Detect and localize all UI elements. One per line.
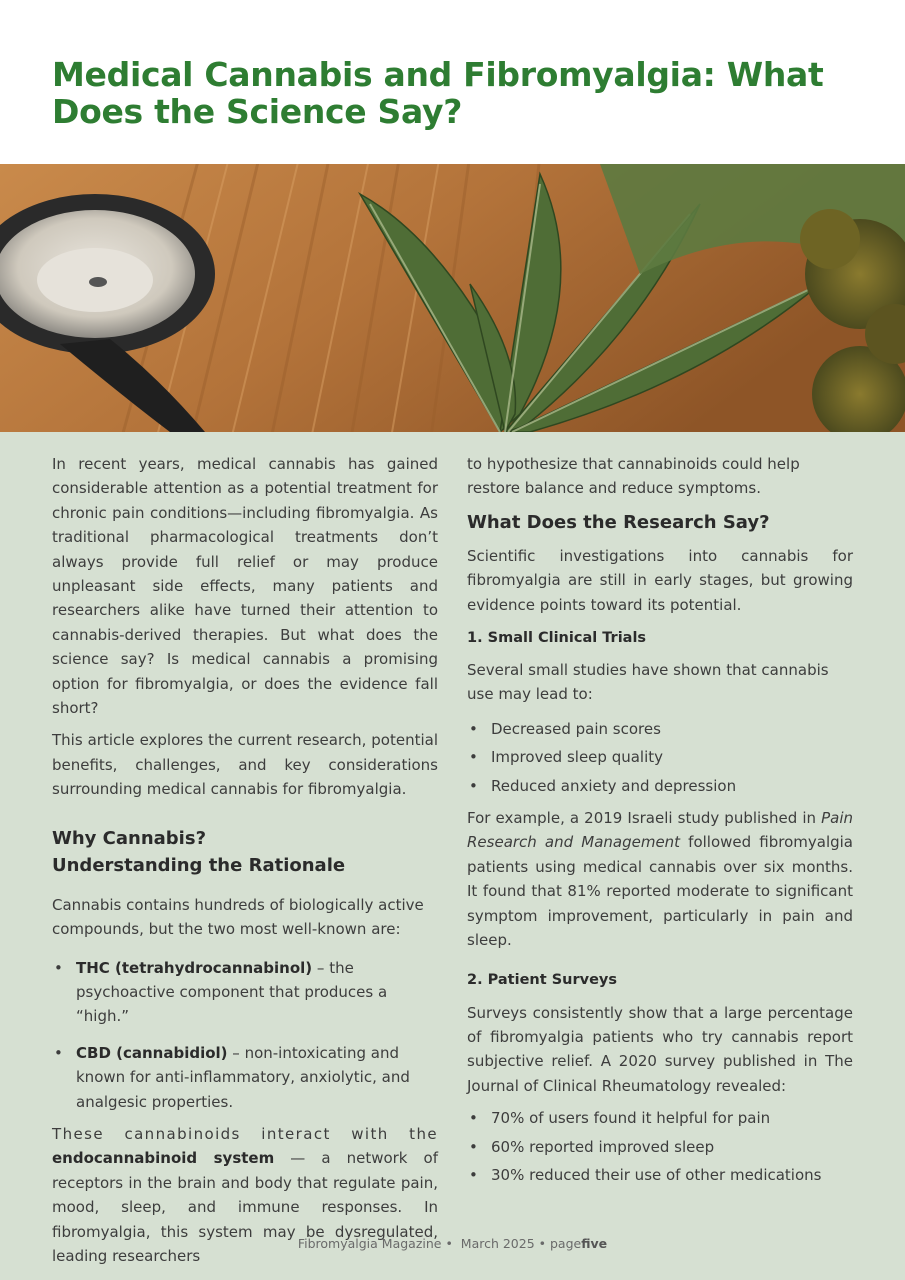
continued-paragraph: to hypothesize that cannabinoids could help restore balance and reduce symptoms.: [467, 455, 800, 498]
endocannabinoid-term: endocannabinoid system: [52, 1149, 275, 1168]
thc-description: – the psychoactive component that produces a “high.”: [76, 958, 388, 1026]
page-number: five: [581, 1236, 608, 1251]
magazine-name: Fibromyalgia Magazine: [297, 1236, 442, 1251]
why-paragraph: Cannabis contains hundreds of biologically active compounds, but the two most well-known are:: [52, 895, 424, 939]
thc-term: THC (tetrahydrocannabinol): [76, 958, 313, 977]
list-item: • 60% reported improved sleep: [467, 1135, 853, 1159]
trials-paragraph: Several small studies have shown that cannabis use may lead to:: [467, 661, 829, 704]
list-item: • Reduced anxiety and depression: [467, 774, 853, 798]
left-column: [52, 452, 438, 1268]
cbd-description: – non-intoxicating and known for anti-inflammatory, anxiolytic, and analgesic properties.: [76, 1043, 410, 1111]
surveys-paragraph: Surveys consistently show that a large percentage of fibromyalgia patients who try cannabis report subjective relief. A 2020 survey published in The Journal of Clinical Rheumatology revealed:: [467, 1003, 853, 1095]
list-item: • 30% reduced their use of other medications: [467, 1163, 853, 1187]
heading-why-line-2: Understanding the Rationale: [52, 854, 346, 876]
list-item: • Decreased pain scores: [467, 717, 853, 741]
research-paragraph: Scientific investigations into cannabis for fibromyalgia are still in early stages, but growing evidence points toward its potential.: [467, 546, 853, 614]
heading-why-line-1: Why Cannabis?: [52, 827, 207, 849]
stethoscope-and-cannabis-leaf-photo: [0, 164, 905, 432]
intro-paragraph-1: In recent years, medical cannabis has gained considerable attention as a potential treatment for chronic pain conditions—including fibromyalgia. As traditional pharmacological treatments don’t always provide full relief or may produce unpleasant side effects, many patients and researchers alike have turned their attention to cannabis-derived therapies. But what does the science say? Is medical cannabis a promising option for fibromyalgia, or does the evidence fall short?: [52, 455, 438, 718]
cbd-term: CBD (cannabidiol): [76, 1043, 228, 1062]
issue-date: March 2025: [460, 1236, 535, 1251]
title-line-1: Medical Cannabis and Fibromyalgia: What: [52, 55, 824, 94]
right-column: [467, 452, 853, 1187]
page-title: [52, 56, 852, 130]
heading-patient-surveys: 2. Patient Surveys: [467, 971, 617, 988]
page-footer: Fibromyalgia Magazine • March 2025 • pagefive: [297, 1236, 608, 1251]
title-line-2: Does the Science Say?: [52, 92, 463, 131]
example-text-start: For example, a 2019 Israeli study published in: [467, 809, 822, 828]
survey-results-list: [467, 1106, 853, 1187]
hero-image: [0, 164, 905, 432]
trial-results-list: [467, 717, 853, 798]
list-item: • Improved sleep quality: [467, 745, 853, 769]
page-prefix: page: [550, 1236, 582, 1251]
list-item-thc: [52, 956, 438, 1029]
endocannabinoid-text: — a network of receptors in the brain and body that regulate pain, mood, sleep, and immune responses. In fibromyalgia, this system may be dysregulated, leading researchers: [52, 1149, 439, 1265]
list-item-cbd: [52, 1041, 438, 1114]
cannabinoid-list: [52, 956, 438, 1114]
example-text-end: followed fibromyalgia patients using medical cannabis over six months. It found that 81% reported moderate to significant symptom improvement, particularly in pain and sleep.: [467, 833, 853, 950]
list-item: • 70% of users found it helpful for pain: [467, 1106, 853, 1130]
endocannabinoid-intro: These cannabinoids interact with the: [52, 1124, 438, 1143]
heading-clinical-trials: 1. Small Clinical Trials: [467, 630, 647, 647]
intro-paragraph-2: This article explores the current research, potential benefits, challenges, and key considerations surrounding medical cannabis for fibromyalgia.: [52, 731, 438, 799]
heading-research: What Does the Research Say?: [467, 511, 770, 533]
heading-why-cannabis: [52, 825, 438, 879]
example-paragraph: [467, 806, 853, 952]
journal-name: Pain Research and Management: [467, 809, 853, 852]
page-header: [0, 0, 905, 164]
